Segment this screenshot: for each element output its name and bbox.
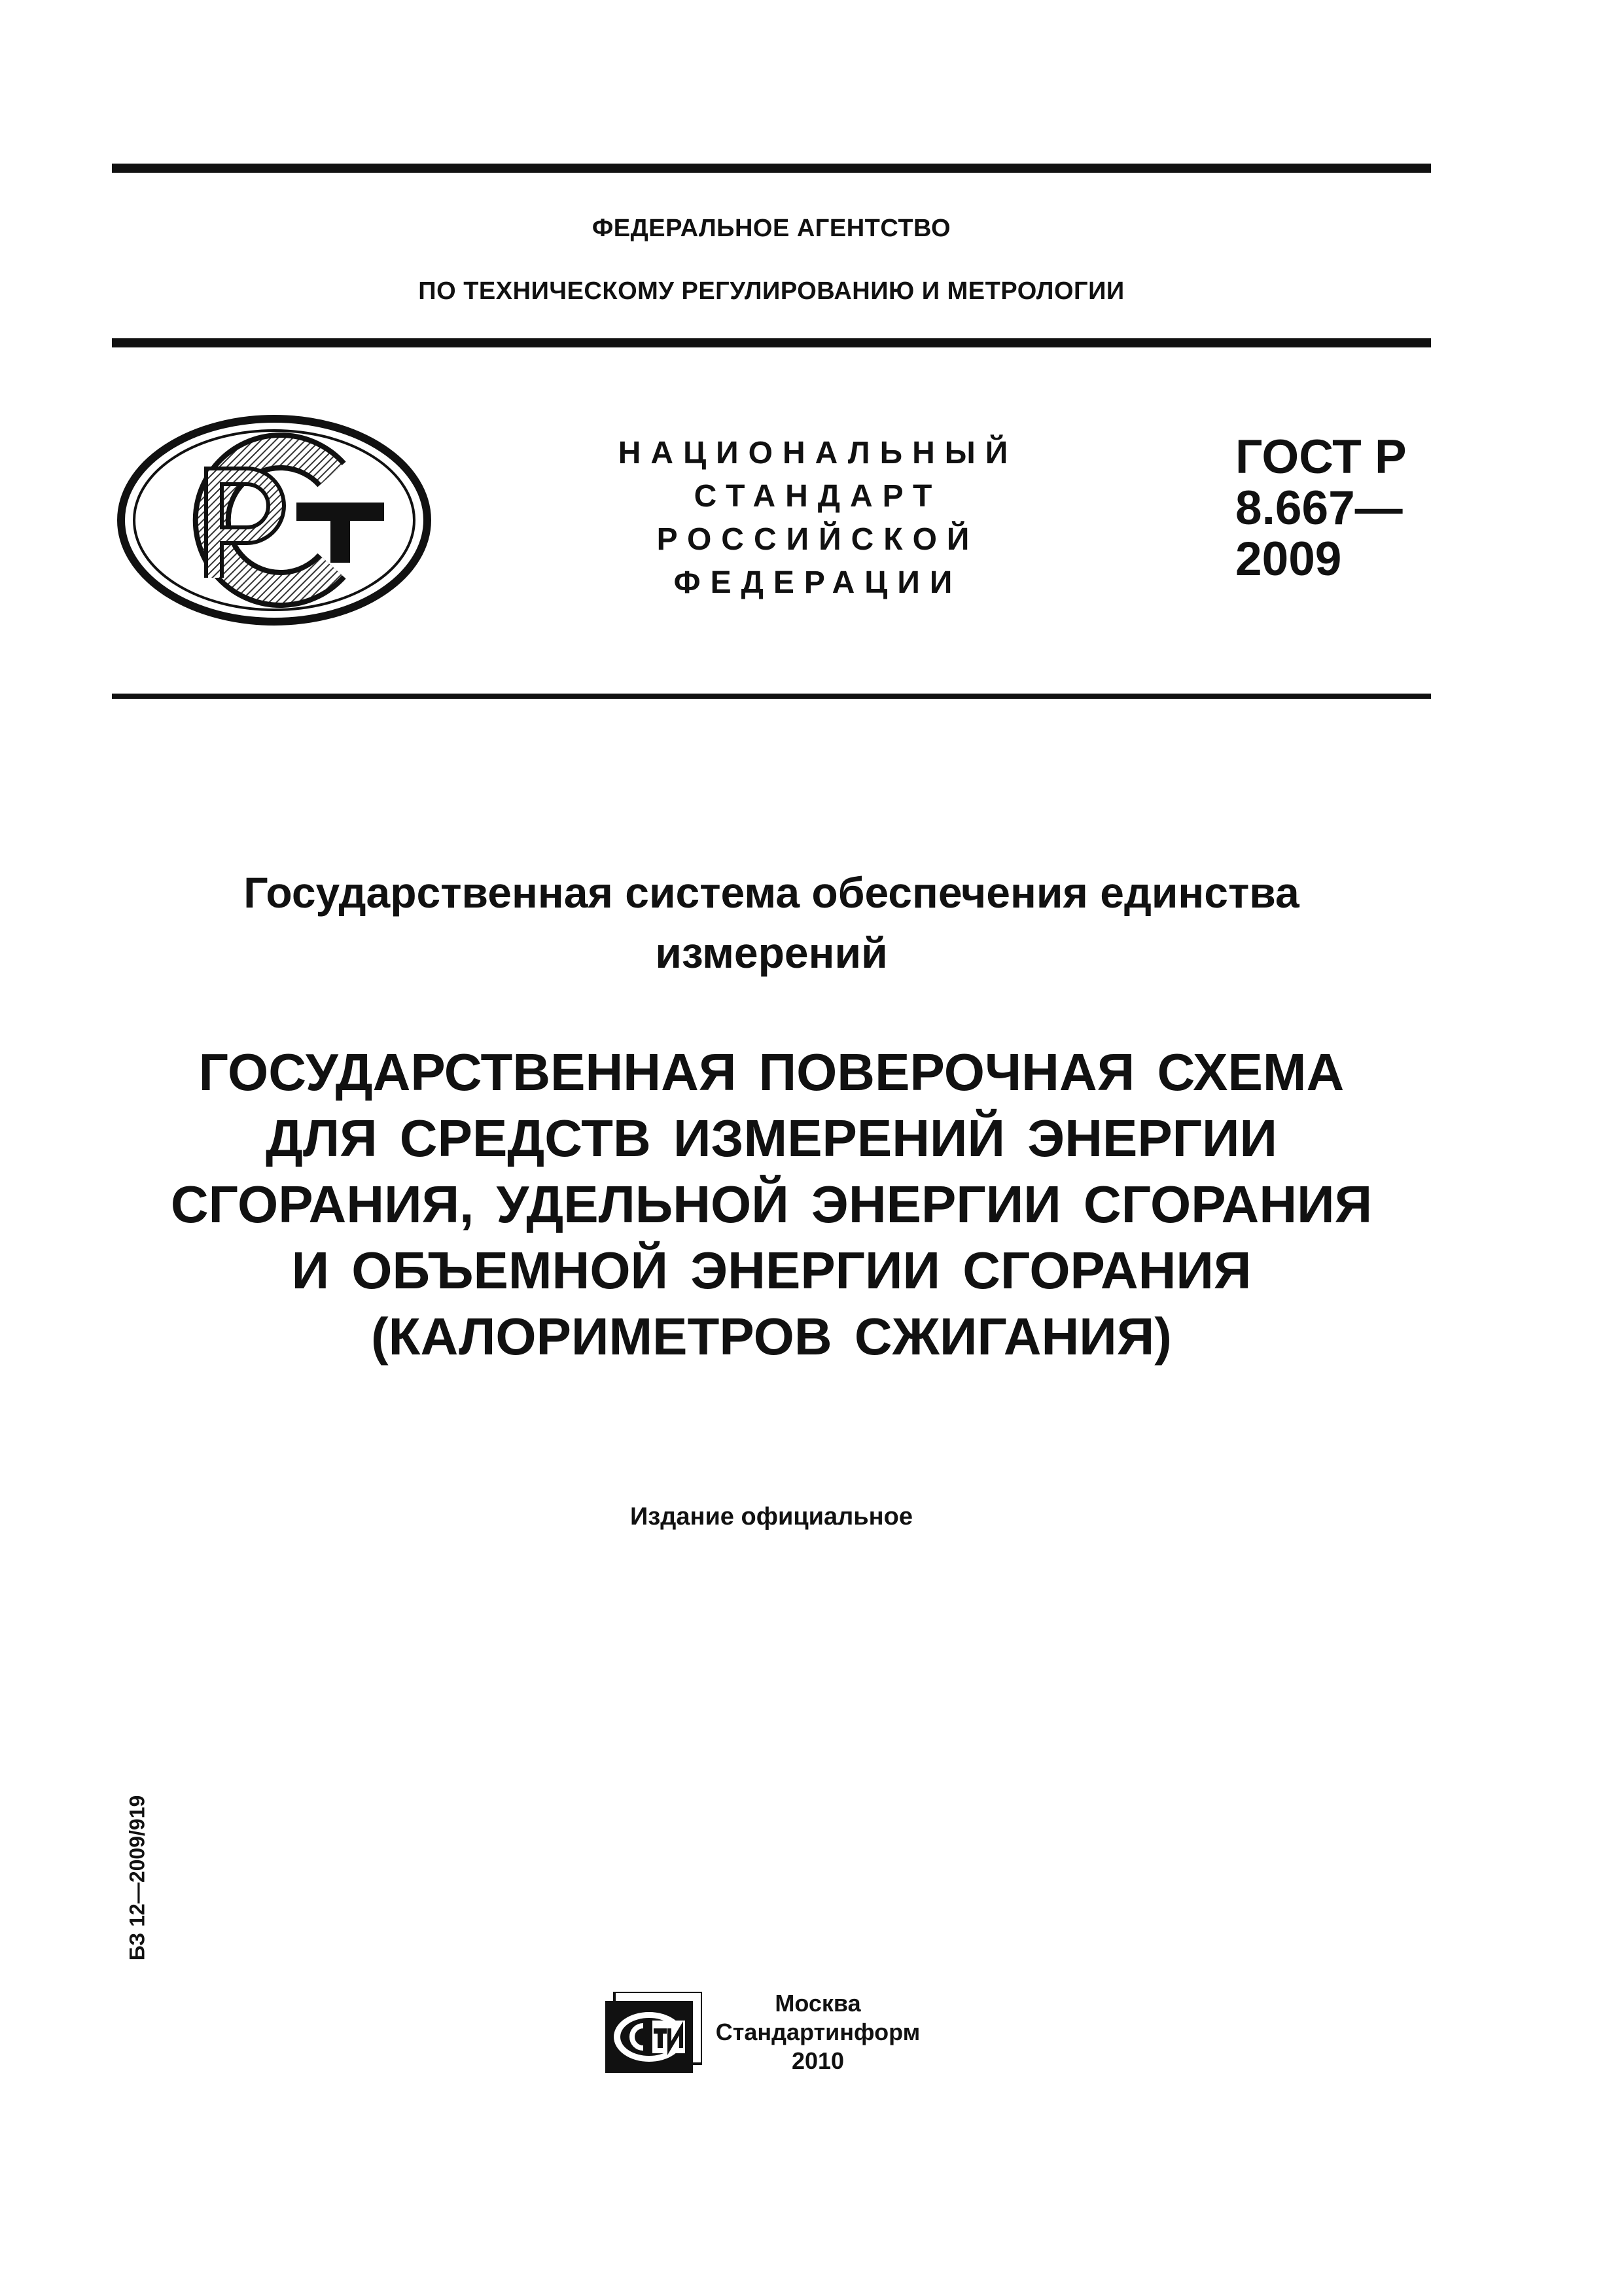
side-code: БЗ 12—2009/919 — [125, 1795, 149, 1961]
standartinform-logo-icon — [605, 1992, 702, 2073]
title-line-1: ГОСУДАРСТВЕННАЯ ПОВЕРОЧНАЯ СХЕМА — [198, 1043, 1345, 1101]
title-line-3: СГОРАНИЯ, УДЕЛЬНОЙ ЭНЕРГИИ СГОРАНИЯ — [170, 1175, 1373, 1233]
document-title — [112, 1039, 1431, 1369]
edition-label: Издание официальное — [630, 1503, 913, 1530]
standard-type-line-3: РОССИЙСКОЙ — [656, 522, 980, 557]
standard-type-line-4: ФЕДЕРАЦИИ — [673, 565, 962, 600]
title-line-2: ДЛЯ СРЕДСТВ ИЗМЕРЕНИЙ ЭНЕРГИИ — [265, 1109, 1278, 1167]
standard-type-line-2: СТАНДАРТ — [694, 479, 942, 514]
document-subtitle — [112, 862, 1431, 983]
subtitle-line-2: измерений — [655, 928, 888, 977]
title-line-4: И ОБЪЕМНОЙ ЭНЕРГИИ СГОРАНИЯ — [291, 1241, 1252, 1299]
title-line-5: (КАЛОРИМЕТРОВ СЖИГАНИЯ) — [371, 1307, 1172, 1366]
top-rule — [112, 164, 1431, 173]
bottom-rule — [112, 694, 1431, 699]
publisher-info — [707, 1989, 929, 2075]
rst-emblem-icon — [116, 414, 432, 627]
publisher-year: 2010 — [791, 2047, 845, 2074]
standard-type — [569, 432, 1067, 605]
standard-type-line-1: НАЦИОНАЛЬНЫЙ — [618, 436, 1018, 470]
middle-rule — [112, 338, 1431, 347]
designation-line-2: 8.667— — [1235, 482, 1403, 535]
agency-name-line-2: ПО ТЕХНИЧЕСКОМУ РЕГУЛИРОВАНИЮ И МЕТРОЛОГИИ — [418, 277, 1125, 305]
standard-designation — [1235, 432, 1407, 585]
agency-name-line-1: ФЕДЕРАЛЬНОЕ АГЕНТСТВО — [591, 215, 951, 242]
subtitle-line-1: Государственная система обеспечения единства — [243, 868, 1299, 917]
designation-line-3: 2009 — [1235, 533, 1342, 586]
publisher-city: Москва — [775, 1990, 861, 2017]
designation-line-1: ГОСТ Р — [1235, 431, 1407, 484]
publisher-name: Стандартинформ — [715, 2019, 921, 2045]
